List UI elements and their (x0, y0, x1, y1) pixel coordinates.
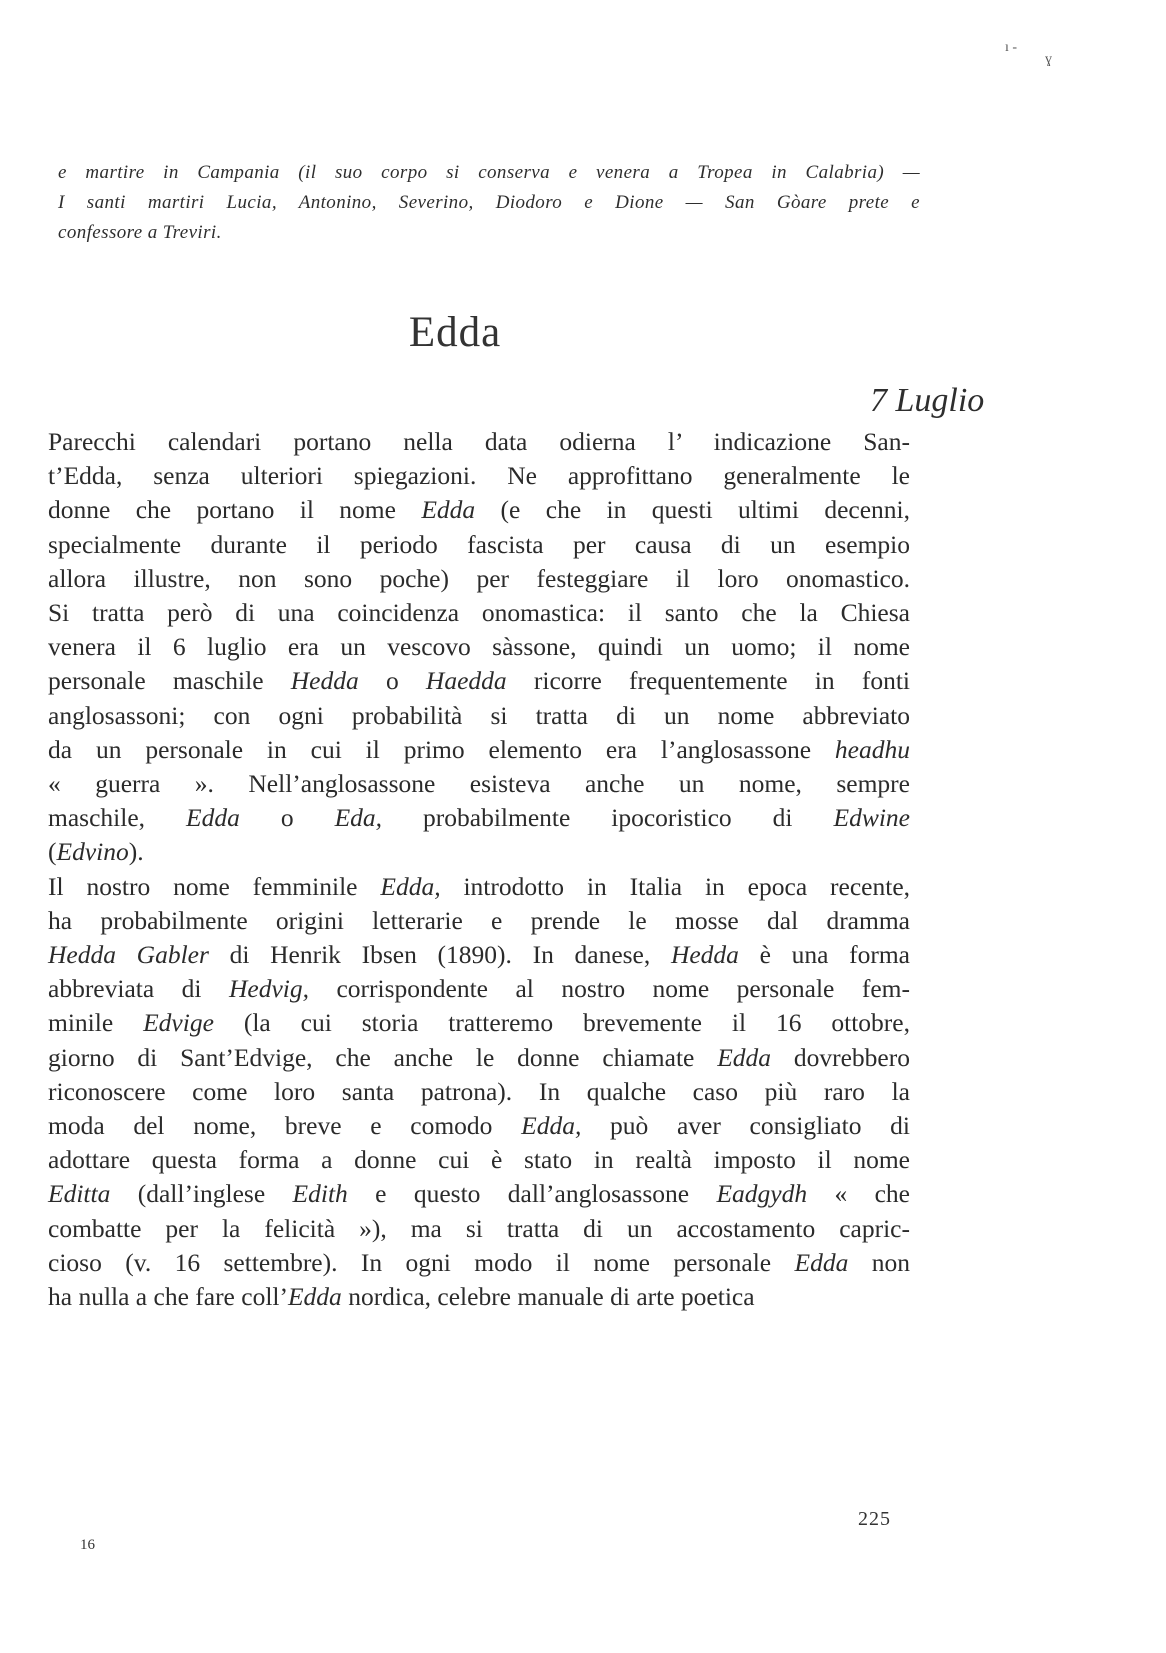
italic-term: Hedvig, (228, 974, 309, 1004)
italic-term: Edvino (56, 837, 129, 867)
previous-entry-continuation (58, 158, 920, 248)
text-run: o (239, 803, 335, 833)
text-run: corrispondente al nostro nome personale fem- (308, 974, 910, 1004)
text-run: ha nulla a che fare coll’ (48, 1282, 288, 1312)
italic-term: Edwine (833, 803, 910, 833)
text-run: Il nostro nome femminile (48, 871, 381, 901)
text-run: dovrebbero (771, 1042, 910, 1072)
text-run: riconoscere come loro santa patrona). In qualche caso più raro la (48, 1076, 910, 1106)
corner-mark: ı - (1005, 40, 1018, 55)
italic-term: Eadgydh (716, 1179, 808, 1209)
corner-pencil-marks (1005, 40, 1065, 70)
body-line (48, 562, 910, 596)
body-line (48, 493, 910, 527)
italic-term: Editta (48, 1179, 111, 1209)
text-run: probabilmente ipocoristico di (382, 803, 834, 833)
italic-term: Edith (292, 1179, 348, 1209)
body-line (48, 1075, 910, 1109)
italic-term: Eda, (334, 803, 383, 833)
text-run: abbreviata di (48, 974, 229, 1004)
body-line (48, 459, 910, 493)
body-line (48, 733, 910, 767)
body-line (48, 630, 910, 664)
entry-date: 7 Luglio (870, 382, 985, 419)
text-run: da un personale in cui il primo elemento era l’anglosassone (48, 734, 835, 764)
italic-term: Hedda (670, 940, 739, 970)
text-run: specialmente durante il periodo fascista per causa di un esempio (48, 529, 910, 559)
body-line (48, 767, 910, 801)
body-line (48, 528, 910, 562)
text-run: (la cui storia tratteremo brevemente il 16 ottobre, (213, 1008, 910, 1038)
body-line (48, 1246, 910, 1280)
text-run: donne che portano il nome (48, 495, 422, 525)
text-run: maschile, (48, 803, 186, 833)
signature-mark: 16 (80, 1537, 95, 1553)
text-run: ricorre frequentemente in fonti (506, 666, 911, 696)
italic-term: Hedda Gabler (48, 940, 209, 970)
text-run: ( (48, 837, 57, 867)
italic-term: Edda (794, 1247, 849, 1277)
text-run: combatte per la felicità »), ma si tratta di un accostamento capric- (48, 1213, 910, 1243)
body-line (48, 1212, 910, 1246)
italic-term: Edda (186, 803, 240, 833)
body-line (48, 1280, 910, 1314)
text-run: venera il 6 luglio era un vescovo sàssone, quindi un uomo; il nome (48, 632, 910, 662)
italic-term: Edda (421, 495, 476, 525)
italic-term: Hedda (290, 666, 359, 696)
corner-mark: ɣ (1045, 52, 1052, 67)
body-line (48, 1109, 910, 1143)
body-line (48, 664, 910, 698)
text-run: ). (128, 837, 144, 867)
text-run: Si tratta però di una coincidenza onomastica: il santo che la Chiesa (48, 598, 910, 628)
body-line (48, 835, 910, 869)
body-line (48, 1006, 910, 1040)
text-run: o (358, 666, 426, 696)
entry-title: Edda (408, 309, 502, 356)
italic-term: Haedda (425, 666, 507, 696)
text-run: t’Edda, senza ulteriori spiegazioni. Ne approfittano generalmente le (48, 461, 910, 491)
text-run: (e che in questi ultimi decenni, (475, 495, 911, 525)
italic-term: headhu (834, 734, 910, 764)
page-number: 225 (858, 1508, 891, 1530)
text-run: non (848, 1247, 910, 1277)
text-run: nordica, celebre manuale di arte poetica (341, 1282, 755, 1312)
body-line (48, 1143, 910, 1177)
text-run: può aver consigliato di (581, 1111, 910, 1141)
body-line (48, 596, 910, 630)
text-run: è una forma (738, 940, 910, 970)
intro-line: e martire in Campania (il suo corpo si conserva e venera a Tropea in Calabria) — (58, 162, 920, 183)
body-line (48, 904, 910, 938)
intro-line: I santi martiri Lucia, Antonino, Severino, Diodoro e Dione — San Gòare prete e (58, 192, 920, 213)
body-line (48, 801, 910, 835)
text-run: e questo dall’anglosassone (347, 1179, 717, 1209)
italic-term: Edda (717, 1042, 772, 1072)
body-line (48, 1041, 910, 1075)
italic-term: Edvige (143, 1008, 214, 1038)
text-run: giorno di Sant’Edvige, che anche le donne chiamate (48, 1042, 718, 1072)
body-line (48, 972, 910, 1006)
text-run: minile (48, 1008, 144, 1038)
body-line (48, 1177, 910, 1211)
body-line (48, 699, 910, 733)
italic-term: Edda, (380, 871, 441, 901)
text-run: « guerra ». Nell’anglosassone esisteva anche un nome, sempre (48, 769, 910, 799)
text-run: moda del nome, breve e comodo (48, 1111, 522, 1141)
body-line (48, 870, 910, 904)
body-line (48, 425, 910, 459)
text-run: ha probabilmente origini letterarie e prende le mosse dal dramma (48, 905, 910, 935)
text-run: « che (807, 1179, 911, 1209)
text-run: introdotto in Italia in epoca recente, (440, 871, 911, 901)
text-run: anglosassoni; con ogni probabilità si tratta di un nome abbreviato (48, 700, 910, 730)
italic-term: Edda, (521, 1111, 582, 1141)
intro-line: confessore a Treviri. (58, 222, 222, 243)
text-run: allora illustre, non sono poche) per festeggiare il loro onomastico. (48, 563, 910, 593)
text-run: di Henrik Ibsen (1890). In danese, (208, 940, 671, 970)
text-run: (dall’inglese (110, 1179, 293, 1209)
italic-term: Edda (287, 1282, 342, 1312)
text-run: adottare questa forma a donne cui è stato in realtà imposto il nome (48, 1145, 910, 1175)
text-run: Parecchi calendari portano nella data odierna l’ indicazione San- (48, 427, 910, 456)
text-run: personale maschile (48, 666, 291, 696)
body-line (48, 938, 910, 972)
text-run: cioso (v. 16 settembre). In ogni modo il nome personale (48, 1247, 795, 1277)
entry-body (48, 425, 910, 1314)
